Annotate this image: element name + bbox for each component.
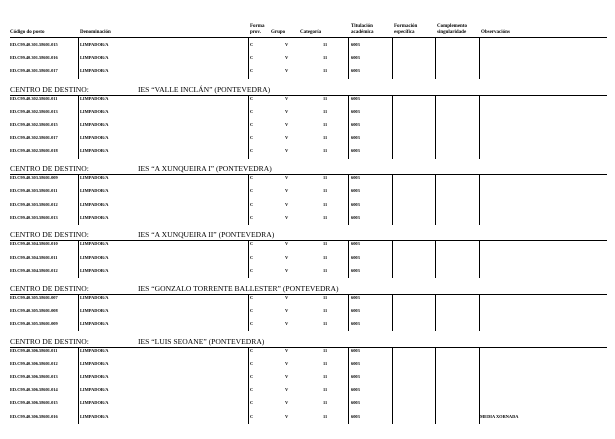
- table-row: [10, 361, 607, 374]
- forma-prov-cell: C: [250, 188, 254, 194]
- group-cell: V: [285, 95, 289, 101]
- table-row: [10, 241, 607, 254]
- column-divider: [392, 240, 393, 278]
- column-divider: [479, 294, 480, 332]
- denomination-cell: LIMPADOR/A: [80, 387, 109, 393]
- group-cell: V: [285, 267, 289, 273]
- table-row: [10, 202, 607, 215]
- column-divider: [348, 174, 349, 225]
- category-cell: 11: [323, 374, 328, 379]
- header-formacion: Formación: [394, 24, 418, 29]
- post-code-cell: ED.C99.40.302.58601.013: [10, 108, 58, 114]
- column-divider: [392, 347, 393, 424]
- centre-label: CENTRO DE DESTINO:: [10, 230, 89, 240]
- denomination-cell: LIMPADOR/A: [80, 347, 109, 353]
- forma-prov-cell: C: [250, 254, 254, 260]
- forma-prov-cell: C: [250, 95, 254, 101]
- column-divider: [348, 347, 349, 424]
- forma-prov-cell: C: [250, 201, 254, 207]
- centre-name: IES “VALLE INCLÁN” (PONTEVEDRA): [138, 84, 271, 94]
- table-row: [10, 348, 607, 361]
- header-prov: prov.: [250, 30, 261, 35]
- denomination-cell: LIMPADOR/A: [80, 175, 109, 181]
- denomination-cell: LIMPADOR/A: [80, 122, 109, 127]
- category-cell: 11: [323, 135, 328, 141]
- post-code-cell: ED.C99.40.303.58601.009: [10, 175, 58, 181]
- post-code-cell: ED.C99.40.302.58601.018: [10, 148, 58, 154]
- column-divider: [392, 38, 393, 79]
- group-cell: V: [285, 307, 289, 313]
- denomination-cell: LIMPADOR/A: [80, 307, 109, 313]
- denomination-cell: LIMPADOR/A: [80, 294, 109, 300]
- group-cell: V: [285, 214, 289, 220]
- centre-name: IES “LUIS SEOANE” (PONTEVEDRA): [138, 336, 265, 346]
- group-cell: V: [285, 42, 289, 47]
- table-row: [10, 135, 607, 148]
- denomination-cell: LIMPADOR/A: [80, 413, 109, 419]
- column-divider: [78, 174, 79, 225]
- category-cell: 11: [323, 413, 328, 419]
- category-cell: 11: [323, 122, 328, 127]
- titulation-cell: 6003: [351, 241, 360, 247]
- titulation-cell: 6003: [351, 135, 360, 141]
- denomination-cell: LIMPADOR/A: [80, 400, 109, 406]
- titulation-cell: 6003: [351, 413, 360, 419]
- destination-centre-heading: [10, 337, 607, 347]
- table-row: [10, 374, 607, 387]
- titulation-cell: 6003: [351, 254, 360, 260]
- post-code-cell: ED.C99.40.301.58601.016: [10, 55, 58, 61]
- category-cell: 11: [323, 55, 328, 61]
- table-row: [10, 414, 607, 427]
- category-cell: 11: [323, 214, 328, 220]
- forma-prov-cell: C: [250, 400, 254, 406]
- column-divider: [348, 240, 349, 278]
- header-codigo: Código do posto: [10, 30, 45, 35]
- header-denominacion: Denominación: [80, 30, 111, 35]
- table-row: [10, 188, 607, 201]
- group-cell: V: [285, 413, 289, 419]
- post-code-cell: ED.C99.40.306.58601.014: [10, 387, 58, 393]
- column-divider: [479, 347, 480, 424]
- post-code-cell: ED.C99.40.304.58601.012: [10, 267, 58, 273]
- group-cell: V: [285, 68, 289, 74]
- column-divider: [435, 174, 436, 225]
- centre-label: CENTRO DE DESTINO:: [10, 84, 89, 94]
- column-divider: [479, 240, 480, 278]
- destination-centre-heading: [10, 85, 607, 95]
- centre-label: CENTRO DE DESTINO:: [10, 283, 89, 293]
- column-divider: [248, 174, 249, 225]
- table-row: [10, 268, 607, 281]
- header-grupo: Grupo: [271, 30, 286, 35]
- titulation-cell: 6003: [351, 294, 360, 300]
- column-divider: [392, 174, 393, 225]
- titulation-cell: 6003: [351, 387, 360, 393]
- column-divider: [479, 174, 480, 225]
- group-cell: V: [285, 387, 289, 393]
- post-code-cell: ED.C99.40.306.58601.013: [10, 374, 58, 379]
- forma-prov-cell: C: [250, 320, 254, 326]
- group-cell: V: [285, 241, 289, 247]
- column-divider: [248, 95, 249, 159]
- group-cell: V: [285, 294, 289, 300]
- post-code-cell: ED.C99.40.305.58601.008: [10, 307, 58, 313]
- header-formacion-especifica: específica: [394, 30, 415, 35]
- denomination-cell: LIMPADOR/A: [80, 374, 109, 379]
- column-divider: [435, 38, 436, 79]
- titulation-cell: 6003: [351, 320, 360, 326]
- denomination-cell: LIMPADOR/A: [80, 148, 109, 154]
- group-cell: V: [285, 122, 289, 127]
- post-code-cell: ED.C99.40.306.58601.015: [10, 400, 58, 406]
- centre-name: IES “A XUNQUEIRA II” (PONTEVEDRA): [138, 230, 275, 240]
- category-cell: 11: [323, 148, 328, 154]
- column-divider: [435, 294, 436, 332]
- column-divider: [78, 347, 79, 424]
- forma-prov-cell: C: [250, 135, 254, 141]
- table-row: [10, 255, 607, 268]
- column-divider: [78, 240, 79, 278]
- post-code-cell: ED.C99.40.306.58601.012: [10, 360, 58, 366]
- table-row: [10, 122, 607, 135]
- group-cell: V: [285, 201, 289, 207]
- forma-prov-cell: C: [250, 68, 254, 74]
- category-cell: 11: [323, 254, 328, 260]
- group-cell: V: [285, 108, 289, 114]
- forma-prov-cell: C: [250, 307, 254, 313]
- forma-prov-cell: C: [250, 148, 254, 154]
- category-cell: 11: [323, 387, 328, 393]
- titulation-cell: 6003: [351, 307, 360, 313]
- header-forma: Forma: [250, 24, 265, 29]
- destination-centre-heading: [10, 230, 607, 240]
- category-cell: 11: [323, 108, 328, 114]
- group-cell: V: [285, 400, 289, 406]
- denomination-cell: LIMPADOR/A: [80, 201, 109, 207]
- forma-prov-cell: C: [250, 122, 254, 127]
- category-cell: 11: [323, 201, 328, 207]
- titulation-cell: 6003: [351, 108, 360, 114]
- header-observacions: Observacións: [481, 30, 510, 35]
- category-cell: 11: [323, 360, 328, 366]
- titulation-cell: 6003: [351, 214, 360, 220]
- post-code-cell: ED.C99.40.305.58601.007: [10, 294, 58, 300]
- forma-prov-cell: C: [250, 374, 254, 379]
- forma-prov-cell: C: [250, 214, 254, 220]
- table-row: [10, 55, 607, 68]
- header-complemento-singularidade: singularidade: [437, 30, 467, 35]
- titulation-cell: 6003: [351, 175, 360, 181]
- forma-prov-cell: C: [250, 347, 254, 353]
- category-cell: 11: [323, 175, 328, 181]
- denomination-cell: LIMPADOR/A: [80, 241, 109, 247]
- column-divider: [479, 38, 480, 79]
- category-cell: 11: [323, 347, 328, 353]
- post-code-cell: ED.C99.40.304.58601.011: [10, 254, 58, 260]
- denomination-cell: LIMPADOR/A: [80, 214, 109, 220]
- forma-prov-cell: C: [250, 387, 254, 393]
- denomination-cell: LIMPADOR/A: [80, 360, 109, 366]
- table-row: [10, 175, 607, 188]
- forma-prov-cell: C: [250, 294, 254, 300]
- forma-prov-cell: C: [250, 55, 254, 61]
- titulation-cell: 6003: [351, 188, 360, 194]
- denomination-cell: LIMPADOR/A: [80, 68, 109, 74]
- column-divider: [248, 294, 249, 332]
- forma-prov-cell: C: [250, 241, 254, 247]
- column-divider: [348, 38, 349, 79]
- centre-label: CENTRO DE DESTINO:: [10, 164, 89, 174]
- column-divider: [348, 95, 349, 159]
- denomination-cell: LIMPADOR/A: [80, 42, 109, 47]
- header-titulacion: Titulación: [351, 24, 373, 29]
- titulation-cell: 6003: [351, 148, 360, 154]
- header-titulacion-academica: académica: [351, 30, 374, 35]
- post-code-cell: ED.C99.40.301.58601.017: [10, 68, 58, 74]
- column-divider: [435, 347, 436, 424]
- group-cell: V: [285, 175, 289, 181]
- titulation-cell: 6003: [351, 55, 360, 61]
- category-cell: 11: [323, 95, 328, 101]
- group-cell: V: [285, 148, 289, 154]
- post-code-cell: ED.C99.40.302.58601.015: [10, 122, 58, 127]
- titulation-cell: 6003: [351, 360, 360, 366]
- titulation-cell: 6003: [351, 267, 360, 273]
- post-code-cell: ED.C99.40.302.58601.017: [10, 135, 58, 141]
- denomination-cell: LIMPADOR/A: [80, 320, 109, 326]
- group-cell: V: [285, 135, 289, 141]
- titulation-cell: 6003: [351, 374, 360, 379]
- category-cell: 11: [323, 320, 328, 326]
- group-cell: V: [285, 320, 289, 326]
- titulation-cell: 6003: [351, 42, 360, 47]
- denomination-cell: LIMPADOR/A: [80, 108, 109, 114]
- centre-label: CENTRO DE DESTINO:: [10, 336, 89, 346]
- group-cell: V: [285, 254, 289, 260]
- centre-name: IES “GONZALO TORRENTE BALLESTER” (PONTEVEDRA): [138, 283, 339, 293]
- table-row: [10, 96, 607, 109]
- category-cell: 11: [323, 307, 328, 313]
- denomination-cell: LIMPADOR/A: [80, 267, 109, 273]
- titulation-cell: 6003: [351, 68, 360, 74]
- column-divider: [479, 95, 480, 159]
- header-categoria: Categoría: [300, 30, 322, 35]
- forma-prov-cell: C: [250, 42, 254, 47]
- denomination-cell: LIMPADOR/A: [80, 188, 109, 194]
- post-code-cell: ED.C99.40.305.58601.009: [10, 320, 58, 326]
- titulation-cell: 6003: [351, 95, 360, 101]
- header-complemento: Complemento: [437, 24, 467, 29]
- titulation-cell: 6003: [351, 201, 360, 207]
- category-cell: 11: [323, 294, 328, 300]
- table-row: [10, 68, 607, 81]
- denomination-cell: LIMPADOR/A: [80, 254, 109, 260]
- column-divider: [248, 38, 249, 79]
- post-code-cell: ED.C99.40.306.58601.016: [10, 413, 58, 419]
- column-divider: [78, 95, 79, 159]
- table-row: [10, 109, 607, 122]
- denomination-cell: LIMPADOR/A: [80, 55, 109, 61]
- post-code-cell: ED.C99.40.302.58601.011: [10, 95, 58, 101]
- column-divider: [78, 38, 79, 79]
- post-code-cell: ED.C99.40.301.58601.015: [10, 42, 58, 47]
- forma-prov-cell: C: [250, 175, 254, 181]
- column-divider: [392, 95, 393, 159]
- post-code-cell: ED.C99.40.306.58601.011: [10, 347, 58, 353]
- group-cell: V: [285, 55, 289, 61]
- category-cell: 11: [323, 241, 328, 247]
- post-code-cell: ED.C99.40.303.58601.013: [10, 214, 58, 220]
- table-row: [10, 387, 607, 400]
- category-cell: 11: [323, 68, 328, 74]
- table-row: [10, 308, 607, 321]
- destination-centre-heading: [10, 284, 607, 294]
- column-divider: [348, 294, 349, 332]
- post-code-cell: ED.C99.40.304.58601.010: [10, 241, 58, 247]
- table-row: [10, 321, 607, 334]
- forma-prov-cell: C: [250, 360, 254, 366]
- category-cell: 11: [323, 267, 328, 273]
- column-divider: [248, 240, 249, 278]
- observations-cell: MEDIA XORNADA: [480, 413, 519, 419]
- column-divider: [435, 240, 436, 278]
- forma-prov-cell: C: [250, 108, 254, 114]
- column-divider: [248, 347, 249, 424]
- category-cell: 11: [323, 42, 328, 47]
- forma-prov-cell: C: [250, 413, 254, 419]
- group-cell: V: [285, 188, 289, 194]
- group-cell: V: [285, 374, 289, 379]
- column-divider: [78, 294, 79, 332]
- titulation-cell: 6003: [351, 347, 360, 353]
- group-cell: V: [285, 360, 289, 366]
- table-row: [10, 148, 607, 161]
- table-row: [10, 295, 607, 308]
- category-cell: 11: [323, 188, 328, 194]
- post-code-cell: ED.C99.40.303.58601.012: [10, 201, 58, 207]
- destination-centre-heading: [10, 164, 607, 174]
- table-row: [10, 400, 607, 413]
- column-divider: [435, 95, 436, 159]
- forma-prov-cell: C: [250, 267, 254, 273]
- titulation-cell: 6003: [351, 400, 360, 406]
- centre-name: IES “A XUNQUEIRA I” (PONTEVEDRA): [138, 164, 272, 174]
- category-cell: 11: [323, 400, 328, 406]
- table-row: [10, 42, 607, 55]
- header-rule: [10, 37, 607, 38]
- table-row: [10, 215, 607, 228]
- denomination-cell: LIMPADOR/A: [80, 135, 109, 141]
- denomination-cell: LIMPADOR/A: [80, 95, 109, 101]
- titulation-cell: 6003: [351, 122, 360, 127]
- group-cell: V: [285, 347, 289, 353]
- post-code-cell: ED.C99.40.303.58601.011: [10, 188, 58, 194]
- column-divider: [392, 294, 393, 332]
